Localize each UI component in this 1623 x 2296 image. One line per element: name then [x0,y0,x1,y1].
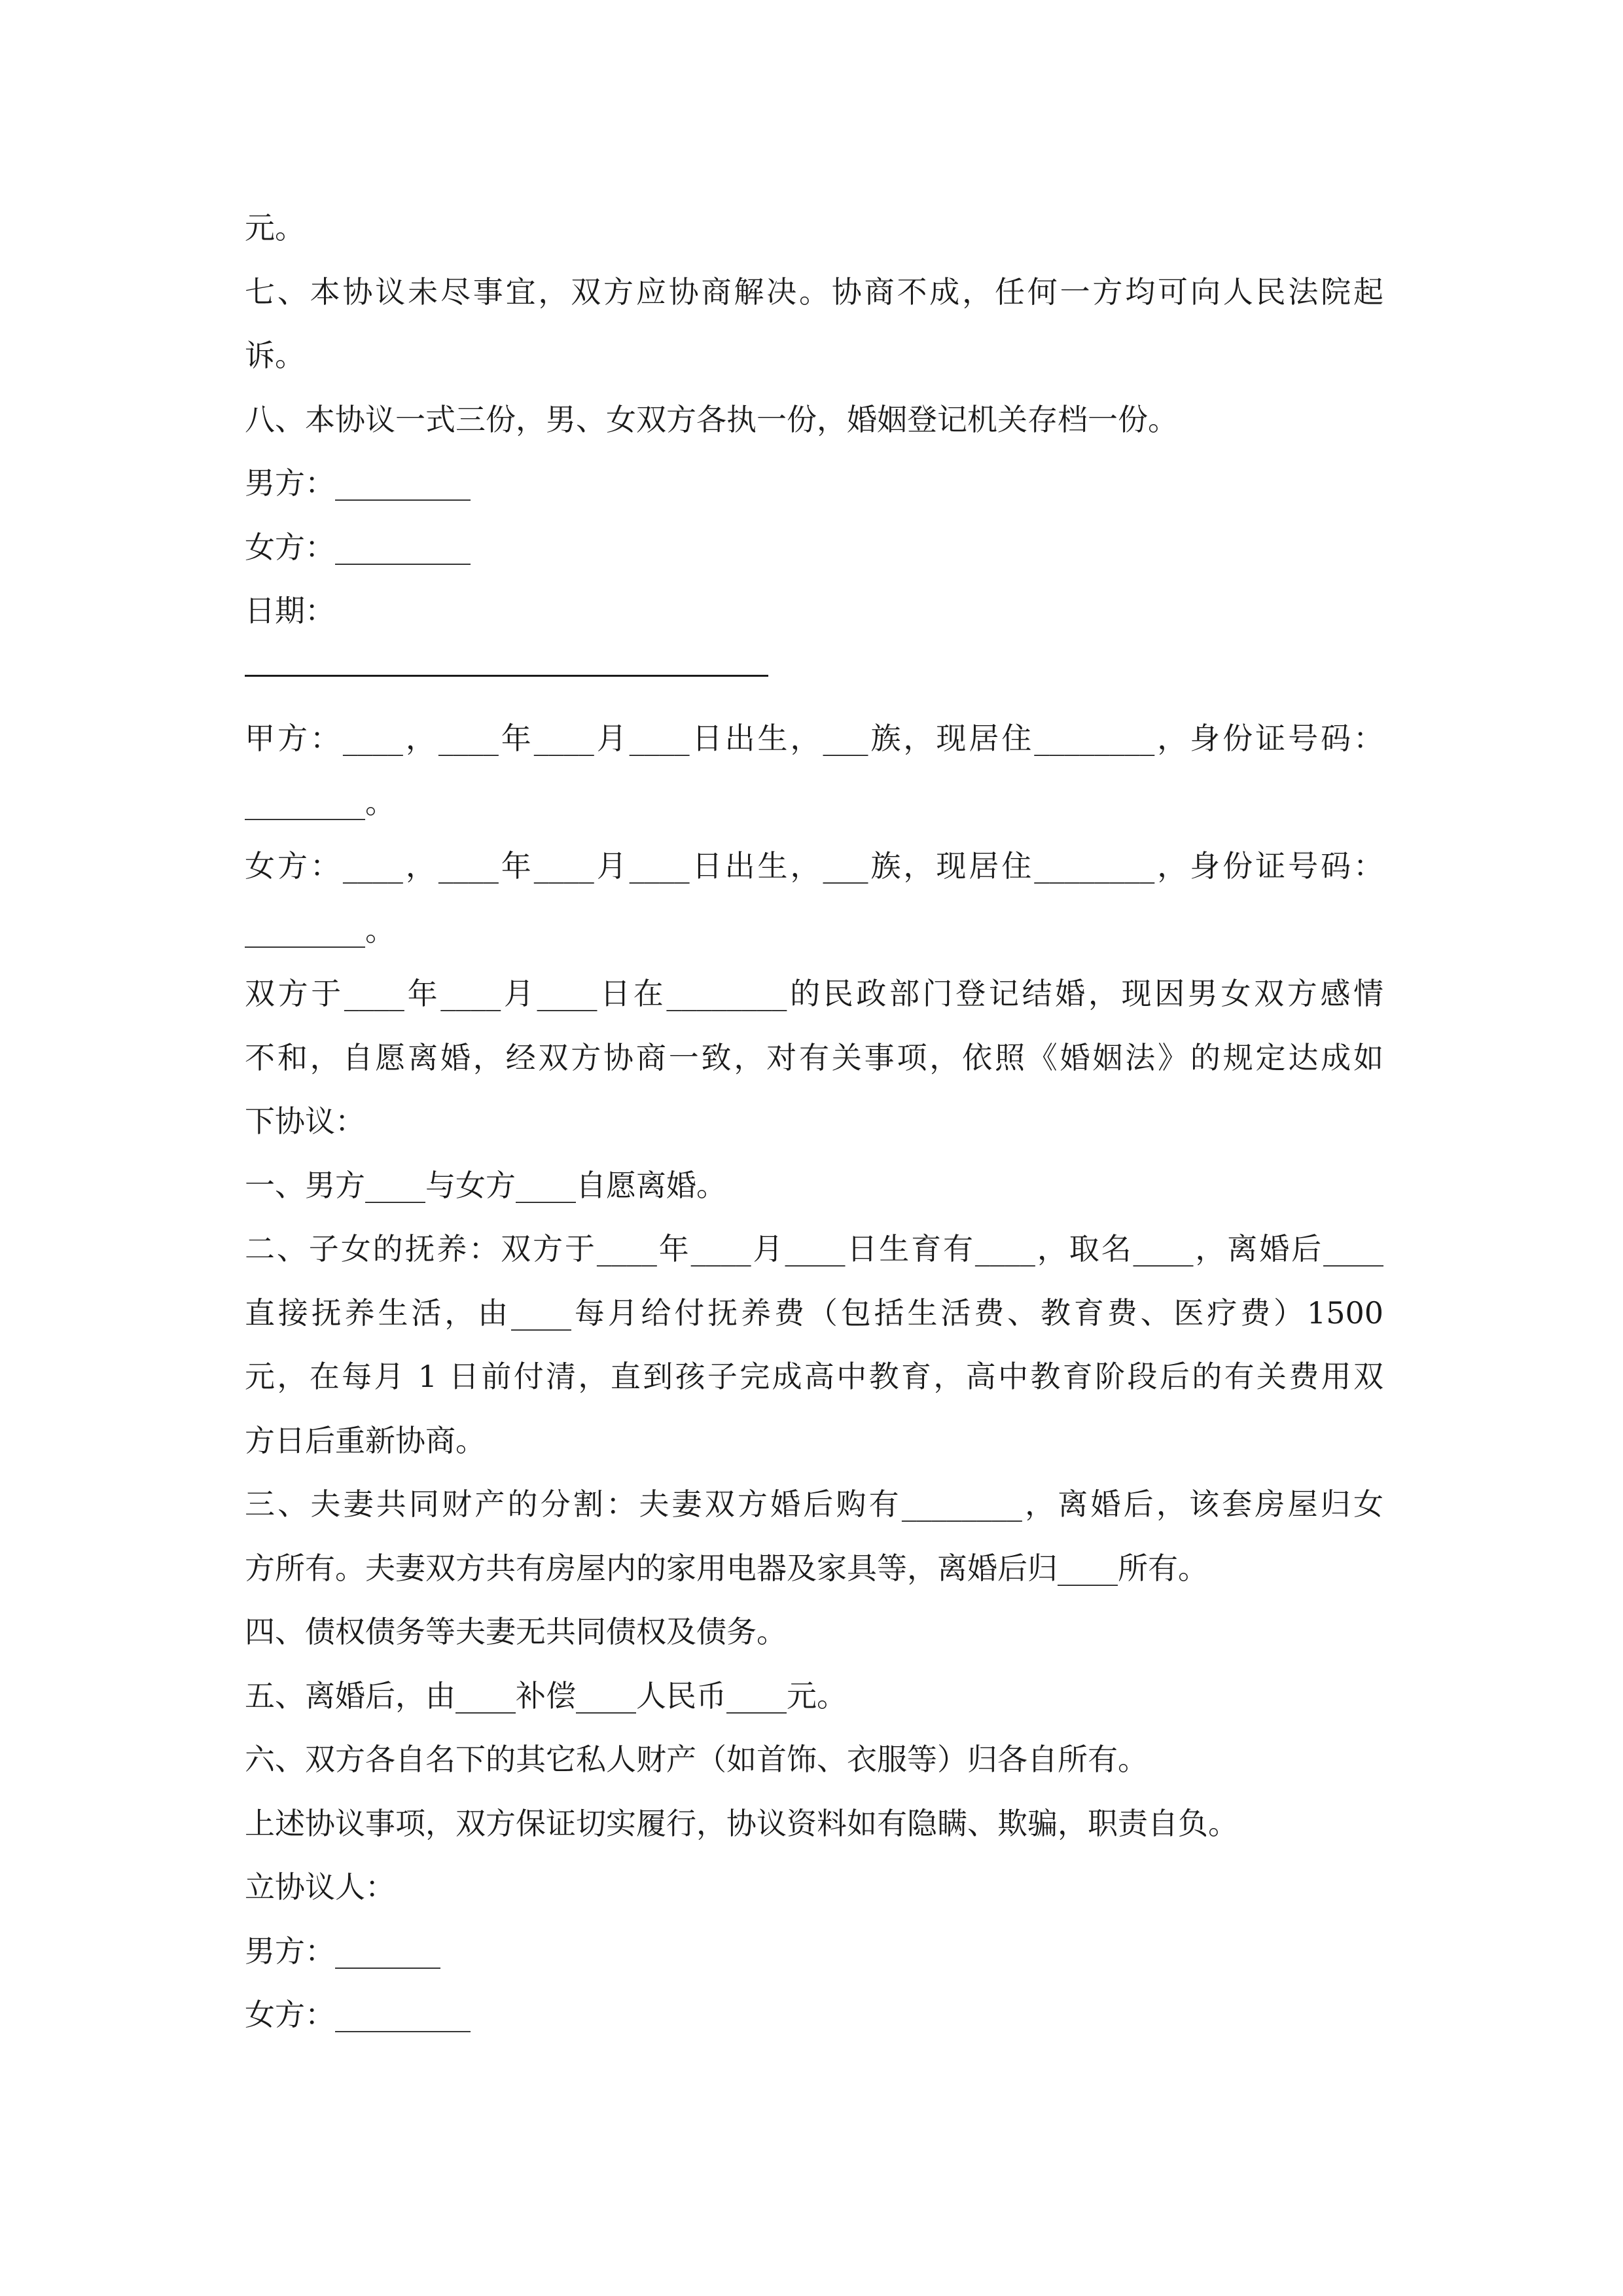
text-line: 八、本协议一式三份，男、女双方各执一份，婚姻登记机关存档一份。 [245,401,1178,437]
document-body [245,196,1383,2047]
text-line: 上述协议事项，双方保证切实履行，协议资料如有隐瞒、欺骗，职责自负。 [245,1805,1238,1841]
text-line: 一、男方____与女方____自愿离婚。 [245,1167,726,1203]
signature-line-female: 女方：_________ [245,529,471,565]
text-line: 元，在每月 1 日前付清，直到孩子完成高中教育，高中教育阶段后的有关费用双 [245,1359,1383,1394]
text-line: 甲方：____，____年____月____日出生，___族，现居住________，身份证号码： [245,721,1383,756]
text-line: 五、离婚后，由____补偿____人民币____元。 [245,1677,847,1713]
divider-rule [245,675,768,677]
text-line: 不和，自愿离婚，经双方协商一致，对有关事项，依照《婚姻法》的规定达成如 [245,1039,1383,1075]
text-line: 双方于____年____月____日在________的民政部门登记结婚，现因男女双方感情 [245,976,1383,1011]
text-line: 元。 [245,210,305,245]
text-line: 诉。 [245,338,305,373]
text-line: ________。 [245,784,395,820]
signature-line-male: 男方：_______ [245,1933,440,1969]
date-line: 日期： [245,593,335,628]
signatory-heading: 立协议人： [245,1869,395,1905]
text-line: 下协议： [245,1103,365,1139]
signature-line-male: 男方：_________ [245,465,471,501]
text-line: 三、夫妻共同财产的分割：夫妻双方婚后购有________，离婚后，该套房屋归女 [245,1486,1383,1522]
text-line: 方日后重新协商。 [245,1422,486,1458]
text-line: 四、债权债务等夫妻无共同债权及债务。 [245,1614,787,1649]
section-divider [245,643,1383,708]
text-line: 女方：____，____年____月____日出生，___族，现居住________，身份证号码： [245,848,1383,884]
text-line: ________。 [245,912,395,948]
text-line: 方所有。夫妻双方共有房屋内的家用电器及家具等，离婚后归____所有。 [245,1550,1208,1586]
text-line: 七、本协议未尽事宜，双方应协商解决。协商不成，任何一方均可向人民法院起 [245,274,1383,310]
text-line: 六、双方各自名下的其它私人财产（如首饰、衣服等）归各自所有。 [245,1742,1148,1777]
signature-line-female: 女方：_________ [245,1997,471,2032]
text-line: 二、子女的抚养：双方于____年____月____日生育有____，取名____，离婚后____ [245,1231,1383,1266]
text-line: 直接抚养生活，由____每月给付抚养费（包括生活费、教育费、医疗费）1500 [245,1295,1383,1331]
